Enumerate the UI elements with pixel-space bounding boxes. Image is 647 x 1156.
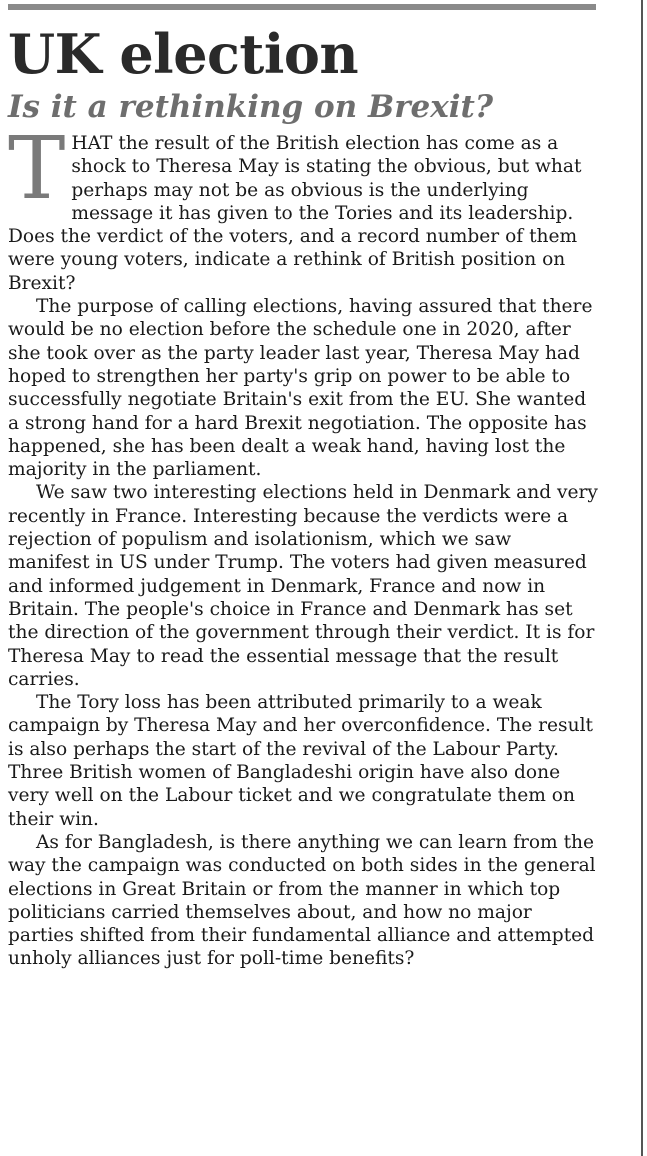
subhead: Is it a rethinking on Brexit? — [8, 89, 494, 125]
top-rule — [8, 4, 596, 10]
drop-cap: T — [8, 119, 66, 219]
paragraph-4: The Tory loss has been attributed primarily to a weak campaign by Theresa May and her overconfidence. The result is also perhaps the start of the revival of the Labour Party. Three British women of Bangladeshi origin have also done very well on the Labour ticket and we congratulate them on their win. — [8, 692, 593, 830]
paragraph-3: We saw two interesting elections held in Denmark and very recently in France. Interesting because the verdicts were a rejection of populism and isolationism, which we saw manifest in US under Trump. The voters had given measured and informed judgement in Denmark, France and now in Britain. The people's choice in France and Denmark has set the direction of the government through their verdict. It is for Theresa May to read the essential message that the result carries. — [8, 482, 598, 690]
paragraph-1-text: HAT the result of the British election has come as a shock to Theresa May is stating the obvious, but what perhaps may not be as obvious is the underlying message it has given to the Tories and its leadership. Does the verdict of the voters, and a record number of them were young voters, indicate a rethink of British position on Brexit? — [8, 133, 582, 294]
editorial-article — [8, 24, 598, 971]
article-body — [8, 119, 598, 971]
paragraph-5: As for Bangladesh, is there anything we can learn from the way the campaign was conducted on both sides in the general elections in Great Britain or from the manner in which top politicians carried themselves about, and how no major parties shifted from their fundamental alliance and attempted unholy alliances just for poll-time benefits? — [8, 831, 596, 970]
column-divider — [641, 0, 643, 1156]
paragraph-2: The purpose of calling elections, having assured that there would be no election before the schedule one in 2020, after she took over as the party leader last year, Theresa May had hoped to strengthen her party's grip on power to be able to successfully negotiate Britain's exit from the EU. She wanted a strong hand for a hard Brexit negotiation. The opposite has happened, she has been dealt a weak hand, having lost the majority in the parliament. — [8, 296, 593, 481]
paragraph-1 — [8, 119, 598, 295]
headline: UK election — [8, 22, 359, 86]
